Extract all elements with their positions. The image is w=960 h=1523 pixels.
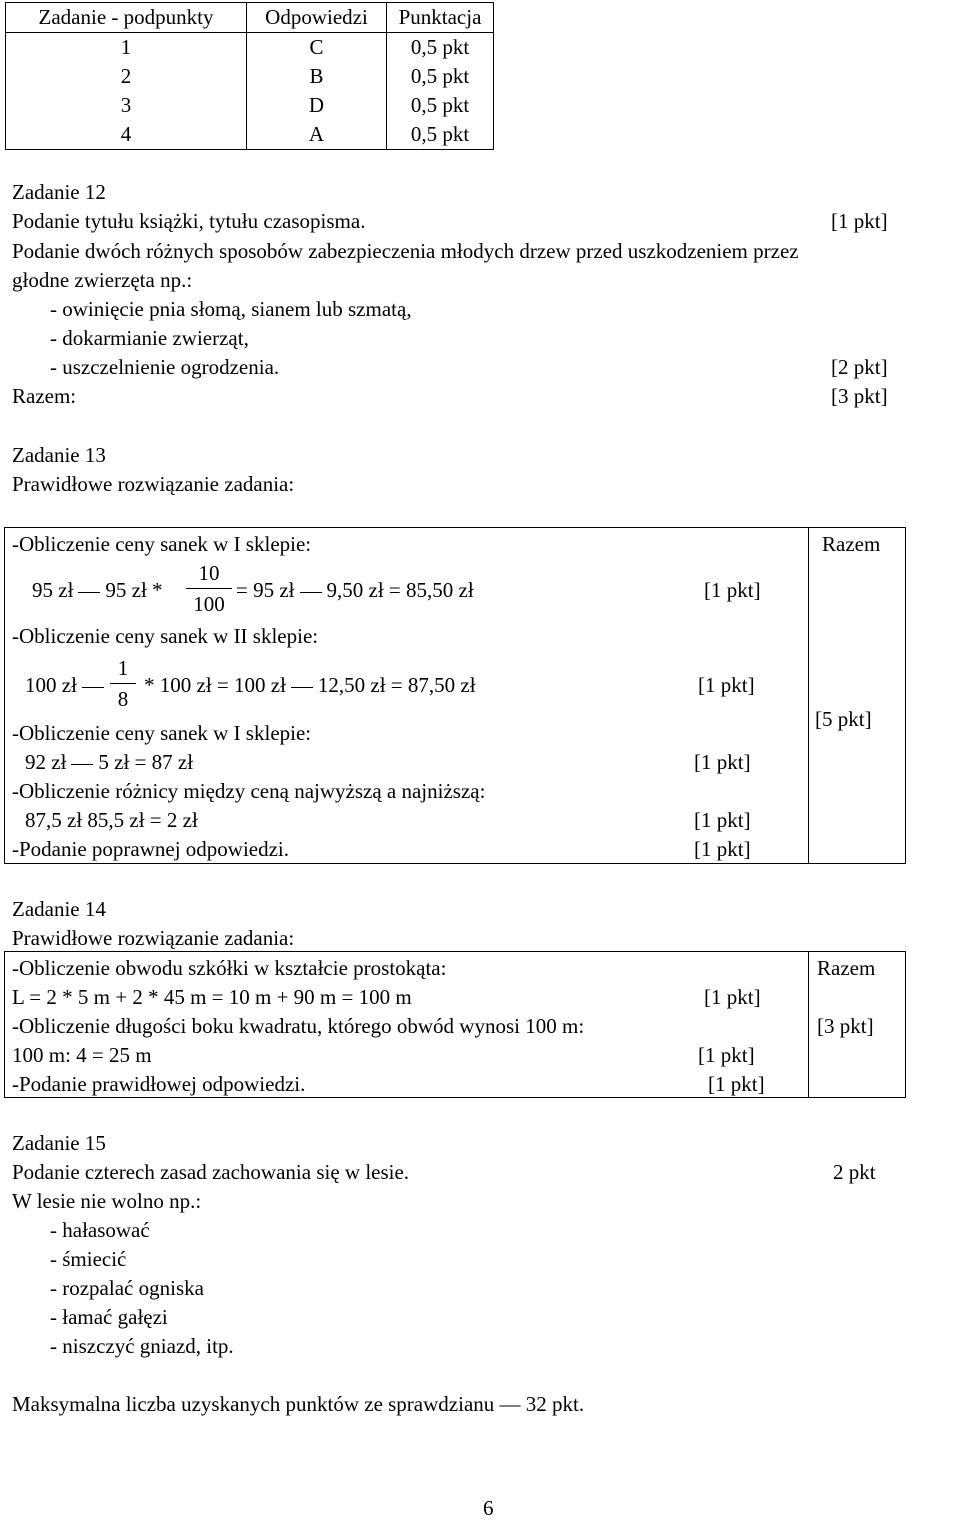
task14-l5-points: [1 pkt] <box>708 1072 765 1096</box>
task13-l3-calc <box>25 748 193 777</box>
task13-l5-points: [1 pkt] <box>694 837 751 861</box>
task12-title: Zadanie 12 <box>12 180 106 204</box>
task13-l4: -Obliczenie różnicy między ceną najwyższą a najniższą: <box>12 779 486 803</box>
task13-l4-points: [1 pkt] <box>694 808 751 832</box>
minus-sign <box>300 592 322 593</box>
minus-sign <box>82 687 104 688</box>
fraction-denominator: 8 <box>117 687 129 711</box>
table-row <box>6 91 494 120</box>
task12-items-points: [2 pkt] <box>831 355 888 379</box>
f2-post-b: 12,50 zł = 87,50 zł <box>317 673 476 697</box>
fraction-bar <box>110 683 136 684</box>
task15-l1-points: 2 pkt <box>833 1160 876 1184</box>
task15-item: - śmiecić <box>50 1247 127 1271</box>
task12-total-label: Razem: <box>12 384 77 408</box>
task14-l2-points: [1 pkt] <box>704 985 761 1009</box>
minus-sign <box>291 687 313 688</box>
task12-total-points: [3 pkt] <box>831 384 888 408</box>
header-answers: Odpowiedzi <box>247 3 387 33</box>
task15-title: Zadanie 15 <box>12 1131 106 1155</box>
fraction-numerator: 10 <box>198 561 220 585</box>
task13-formula2-pre <box>25 671 109 700</box>
task13-formula1-points: [1 pkt] <box>704 578 761 602</box>
task13-formula2-post <box>144 671 476 700</box>
row-points: 0,5 pkt <box>387 120 494 150</box>
fraction-numerator: 1 <box>117 656 129 680</box>
task13-total-label: Razem <box>822 532 881 556</box>
row-answer: D <box>247 91 387 120</box>
l3-calc-a: 92 zł <box>25 750 67 774</box>
task12-line1-points: [1 pkt] <box>831 209 888 233</box>
task15-item: - hałasować <box>50 1218 150 1242</box>
fraction-bar <box>186 588 232 589</box>
task13-l3: -Obliczenie ceny sanek w I sklepie: <box>12 721 312 745</box>
summary-max-points: Maksymalna liczba uzyskanych punktów ze sprawdzianu — 32 pkt. <box>12 1392 585 1416</box>
task13-fraction1 <box>186 560 232 617</box>
f2-post-a: * 100 zł = 100 zł <box>144 673 286 697</box>
task14-l4: 100 m: 4 = 25 m <box>12 1043 152 1067</box>
task15-item: - niszczyć gniazd, itp. <box>50 1334 234 1358</box>
task13-subtitle: Prawidłowe rozwiązanie zadania: <box>12 472 295 496</box>
table-row <box>6 120 494 150</box>
f1-post-a: = 95 zł <box>236 578 295 602</box>
row-points: 0,5 pkt <box>387 91 494 120</box>
minus-sign <box>78 592 100 593</box>
answer-table-header <box>6 3 494 33</box>
f1-pre-a: 95 zł <box>32 578 74 602</box>
page-number: 6 <box>483 1496 494 1520</box>
task14-title: Zadanie 14 <box>12 897 106 921</box>
task13-l2: -Obliczenie ceny sanek w II sklepie: <box>12 624 319 648</box>
task13-formula1-pre <box>32 576 163 605</box>
task14-l1: -Obliczenie obwodu szkółki w kształcie prostokąta: <box>12 956 447 980</box>
task12-item: - uszczelnienie ogrodzenia. <box>50 355 280 379</box>
f2-pre: 100 zł <box>25 673 77 697</box>
task15-l2: W lesie nie wolno np.: <box>12 1189 202 1213</box>
row-answer: B <box>247 62 387 91</box>
task12-item: - dokarmianie zwierząt, <box>50 326 249 350</box>
task12-item: - owinięcie pnia słomą, sianem lub szmatą, <box>50 297 412 321</box>
task13-divider <box>808 527 809 864</box>
minus-sign <box>71 764 93 765</box>
table-row <box>6 62 494 91</box>
row-answer: A <box>247 120 387 150</box>
row-points: 0,5 pkt <box>387 62 494 91</box>
task13-l4-calc: 87,5 zł 85,5 zł = 2 zł <box>25 808 198 832</box>
row-answer: C <box>247 33 387 63</box>
task13-fraction2 <box>110 655 136 712</box>
task13-formula1-post <box>236 576 474 605</box>
task14-l3: -Obliczenie długości boku kwadratu, którego obwód wynosi 100 m: <box>12 1014 585 1038</box>
table-row <box>6 33 494 63</box>
task14-total-label: Razem <box>817 956 876 980</box>
task13-l1: -Obliczenie ceny sanek w I sklepie: <box>12 532 312 556</box>
task13-total-points: [5 pkt] <box>815 707 872 731</box>
task15-item: - łamać gałęzi <box>50 1305 168 1329</box>
task14-l4-points: [1 pkt] <box>698 1043 755 1067</box>
header-task: Zadanie - podpunkty <box>6 3 247 33</box>
row-num: 2 <box>6 62 247 91</box>
task13-formula2-points: [1 pkt] <box>698 673 755 697</box>
task13-l3-points: [1 pkt] <box>694 750 751 774</box>
task12-line2: Podanie dwóch różnych sposobów zabezpieczenia młodych drzew przed uszkodzeniem przez <box>12 239 799 263</box>
f1-post-b: 9,50 zł = 85,50 zł <box>326 578 474 602</box>
answer-table <box>5 2 494 150</box>
header-points: Punktacja <box>387 3 494 33</box>
task14-l2: L = 2 * 5 m + 2 * 45 m = 10 m + 90 m = 100 m <box>12 985 412 1009</box>
task15-l1: Podanie czterech zasad zachowania się w lesie. <box>12 1160 410 1184</box>
task14-total-points: [3 pkt] <box>817 1014 874 1038</box>
task13-l5: -Podanie poprawnej odpowiedzi. <box>12 837 290 861</box>
task14-divider <box>808 951 809 1098</box>
l3-calc-b: 5 zł = 87 zł <box>98 750 194 774</box>
row-num: 3 <box>6 91 247 120</box>
task14-subtitle: Prawidłowe rozwiązanie zadania: <box>12 926 295 950</box>
task12-line1: Podanie tytułu książki, tytułu czasopisma. <box>12 209 366 233</box>
row-num: 1 <box>6 33 247 63</box>
task14-l5: -Podanie prawidłowej odpowiedzi. <box>12 1072 306 1096</box>
fraction-denominator: 100 <box>193 592 225 616</box>
task12-line3: głodne zwierzęta np.: <box>12 268 193 292</box>
task13-title: Zadanie 13 <box>12 443 106 467</box>
f1-pre-b: 95 zł * <box>105 578 163 602</box>
row-points: 0,5 pkt <box>387 33 494 63</box>
row-num: 4 <box>6 120 247 150</box>
task15-item: - rozpalać ogniska <box>50 1276 204 1300</box>
